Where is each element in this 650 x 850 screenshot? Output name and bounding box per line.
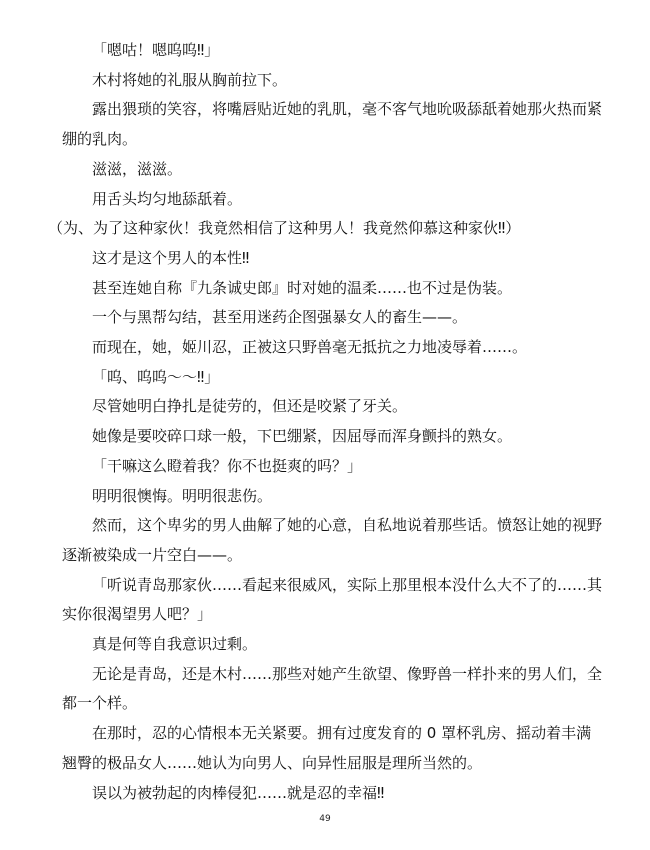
body-text bbox=[48, 36, 603, 808]
paragraph-21: 误以为被勃起的肉棒侵犯……就是忍的幸福‼ bbox=[92, 783, 385, 802]
paragraph-4: 滋滋，滋滋。 bbox=[92, 159, 183, 178]
paragraph-8: 甚至连她自称『九条诚史郎』时对她的温柔……也不过是伪装。 bbox=[92, 278, 513, 297]
paragraph-7: 这才是这个男人的本性‼ bbox=[92, 248, 250, 267]
paragraph-15: 明明很懊悔。明明很悲伤。 bbox=[92, 486, 273, 505]
paragraph-20: 在那时，忍的心情根本无关紧要。拥有过度发育的 0 罩杯乳房、摇动着丰满翘臀的极品女人……她认为向男人、向异性屈服是理所当然的。 bbox=[62, 724, 592, 772]
paragraph-13: 她像是要咬碎口球一般，下巴绷紧，因屈辱而浑身颤抖的熟女。 bbox=[92, 427, 513, 446]
paragraph-17: 「听说青岛那家伙……看起来很威风，实际上那里根本没什么大不了的……其实你很渴望男人吧？」 bbox=[62, 575, 603, 624]
paragraph-1: 「嗯咕！嗯呜呜‼」 bbox=[92, 41, 220, 59]
paragraph-14: 「干嘛这么瞪着我？你不也挺爽的吗？」 bbox=[92, 456, 363, 475]
paragraph-3: 露出猥琐的笑容，将嘴唇贴近她的乳肌，毫不客气地吮吸舔舐着她那火热而紧绷的乳肉。 bbox=[62, 100, 603, 149]
paragraph-18: 真是何等自我意识过剩。 bbox=[92, 635, 258, 654]
paragraph-9: 一个与黑帮勾结，甚至用迷药企图强暴女人的畜生——。 bbox=[92, 308, 468, 327]
paragraph-11: 「呜、呜呜～～‼」 bbox=[92, 367, 220, 386]
paragraph-5: 用舌头均匀地舔舐着。 bbox=[92, 189, 243, 208]
paragraph-19: 无论是青岛，还是木村……那些对她产生欲望、像野兽一样扑来的男人们，全都一个样。 bbox=[62, 664, 603, 713]
paragraph-6: （为、为了这种家伙！我竟然相信了这种男人！我竟然仰慕这种家伙‼） bbox=[48, 219, 521, 238]
paragraph-12: 尽管她明白挣扎是徒劳的，但还是咬紧了牙关。 bbox=[92, 397, 408, 416]
paragraph-2: 木村将她的礼服从胸前拉下。 bbox=[92, 70, 288, 89]
paragraph-10: 而现在，她，姬川忍，正被这只野兽毫无抵抗之力地凌辱着……。 bbox=[92, 338, 528, 357]
paragraph-16: 然而，这个卑劣的男人曲解了她的心意，自私地说着那些话。愤怒让她的视野逐渐被染成一片空白——。 bbox=[62, 516, 603, 564]
page-number: 49 bbox=[319, 814, 331, 824]
